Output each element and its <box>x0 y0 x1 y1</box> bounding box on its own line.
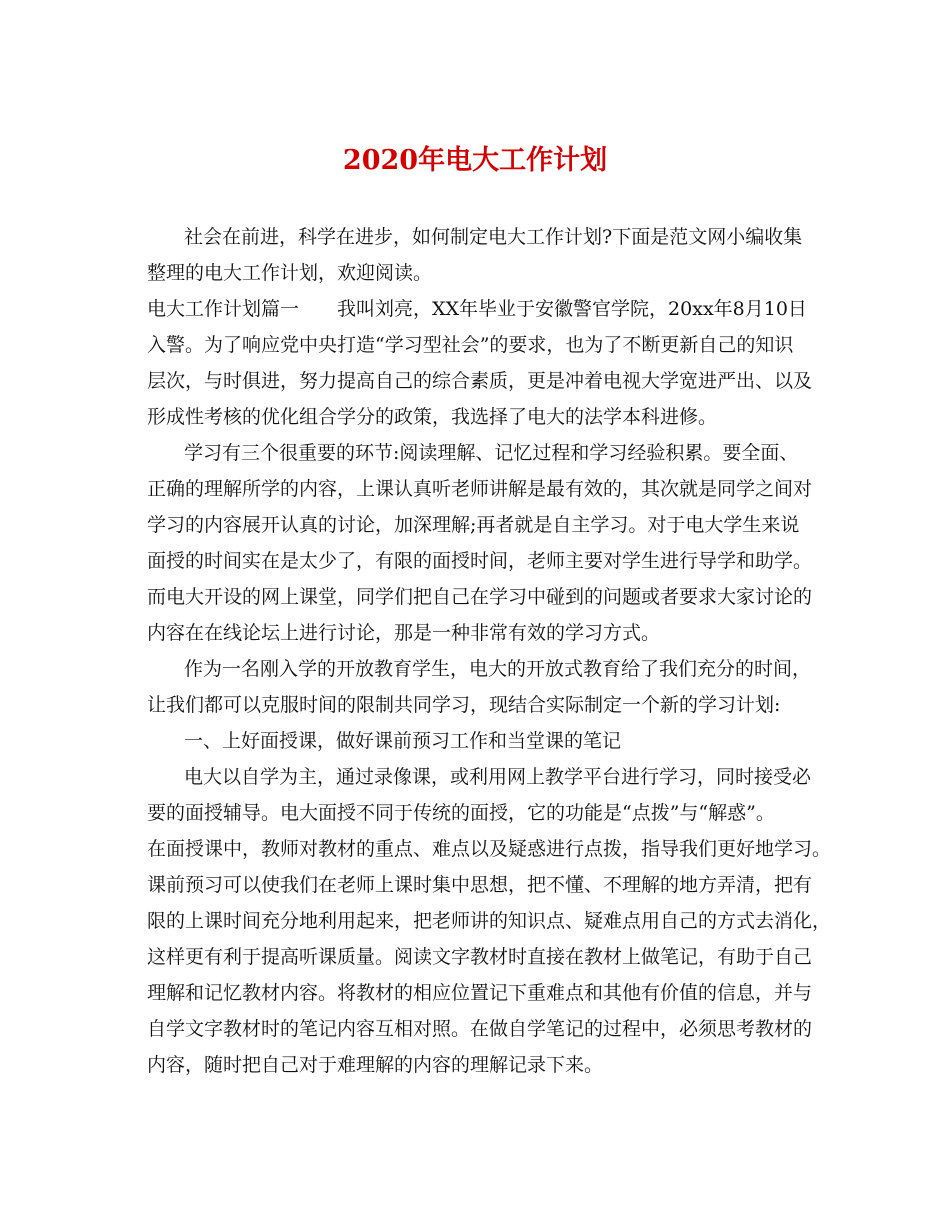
body-line: 这样更有利于提高听课质量。阅读文字教材时直接在教材上做笔记，有助于自己 <box>147 946 813 968</box>
body-line: 内容，随时把自己对于难理解的内容的理解记录下来。 <box>147 1054 604 1076</box>
body-line: 正确的理解所学的内容，上课认真听老师讲解是最有效的，其次就是同学之间对 <box>147 478 813 500</box>
body-line: 社会在前进，科学在进步，如何制定电大工作计划?下面是范文网小编收集 <box>184 226 803 248</box>
section-heading: 一、上好面授课，做好课前预习工作和当堂课的笔记 <box>184 730 622 752</box>
body-line: 面授的时间实在是太少了，有限的面授时间，老师主要对学生进行导学和助学。 <box>147 550 813 572</box>
document-title: 2020年电大工作计划 <box>342 145 608 176</box>
body-line: 电大以自学为主，通过录像课，或利用网上教学平台进行学习，同时接受必 <box>184 766 812 788</box>
body-line: 让我们都可以克服时间的限制共同学习，现结合实际制定一个新的学习计划: <box>147 694 781 716</box>
body-line: 要的面授辅导。电大面授不同于传统的面授，它的功能是“点拨”与“解惑”。 <box>147 802 775 824</box>
body-line: 理解和记忆教材内容。将教材的相应位置记下重难点和其他有价值的信息，并与 <box>147 982 813 1004</box>
body-line: 形成性考核的优化组合学分的政策，我选择了电大的法学本科进修。 <box>147 406 718 428</box>
body-line: 课前预习可以使我们在老师上课时集中思想，把不懂、不理解的地方弄清，把有 <box>147 874 813 896</box>
body-line: 整理的电大工作计划，欢迎阅读。 <box>147 262 433 284</box>
body-line: 学习有三个很重要的环节:阅读理解、记忆过程和学习经验积累。要全面、 <box>184 442 799 464</box>
body-line: 自学文字教材时的笔记内容互相对照。在做自学笔记的过程中，必须思考教材的 <box>147 1018 813 1040</box>
body-line: 学习的内容展开认真的讨论，加深理解;再者就是自主学习。对于电大学生来说 <box>147 514 800 536</box>
body-line: 入警。为了响应党中央打造“学习型社会”的要求，也为了不断更新自己的知识 <box>147 334 794 356</box>
body-line: 而电大开设的网上课堂，同学们把自己在学习中碰到的问题或者要求大家讨论的 <box>147 586 813 608</box>
body-line: 在面授课中，教师对教材的重点、难点以及疑惑进行点拨，指导我们更好地学习。 <box>147 838 832 860</box>
body-line: 层次，与时俱进，努力提高自己的综合素质，更是冲着电视大学宽进严出、以及 <box>147 370 813 392</box>
body-line: 作为一名刚入学的开放教育学生，电大的开放式教育给了我们充分的时间， <box>184 658 812 680</box>
body-line: 内容在在线论坛上进行讨论，那是一种非常有效的学习方式。 <box>147 622 661 644</box>
body-line: 限的上课时间充分地利用起来，把老师讲的知识点、疑难点用自己的方式去消化， <box>147 910 832 932</box>
body-line: 电大工作计划篇一 我叫刘亮，XX年毕业于安徽警官学院，20xx年8月10日 <box>147 298 807 320</box>
